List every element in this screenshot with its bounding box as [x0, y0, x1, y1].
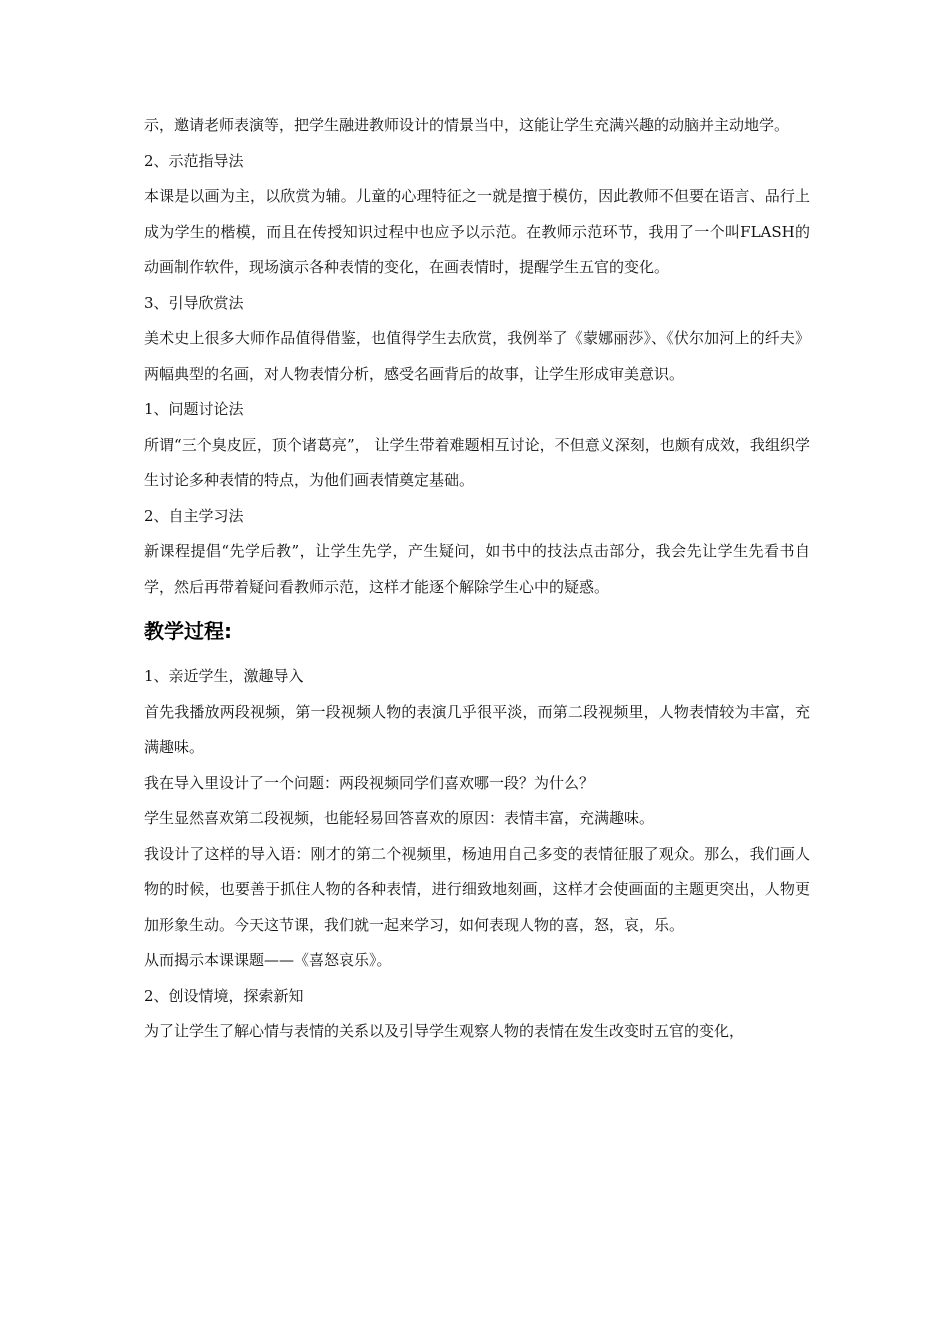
- paragraph-lesson-topic: 从而揭示本课课题——《喜怒哀乐》。: [144, 951, 392, 969]
- paragraph-explore-step: 为了让学生了解心情与表情的关系以及引导学生观察人物的表情在发生改变时五官的变化，: [144, 1022, 745, 1040]
- item-demonstration-method-title: 2、示范指导法: [144, 151, 244, 170]
- paragraph-intro-videos: 首先我播放两段视频，第一段视频人物的表演几乎很平淡，而第二段视频里，人物表情较为丰富，充满趣味。: [144, 702, 810, 756]
- paragraph-intro-speech: 我设计了这样的导入语：刚才的第二个视频里，杨迪用自己多变的表情征服了观众。那么，我们画人物的时候，也要善于抓住人物的各种表情，进行细致地刻画，这样才会使画面的主题更突出，人物更加形象生动。今天这节课，我们就一起来学习，如何表现人物的喜，怒，哀，乐。: [144, 844, 810, 934]
- paragraph-intro-question: 我在导入里设计了一个问题：两段视频同学们喜欢哪一段？为什么？: [144, 773, 595, 792]
- item-discussion-method-title: 1、问题讨论法: [144, 400, 244, 418]
- item-appreciation-method-title: 3、引导欣赏法: [144, 293, 244, 312]
- item-intro-step-title: 1、亲近学生，激趣导入: [144, 667, 304, 685]
- item-explore-step-title: 2、创设情境，探索新知: [144, 986, 304, 1005]
- paragraph-appreciation-method: 美术史上很多大师作品值得借鉴，也值得学生去欣赏，我例举了《蒙娜丽莎》、《伏尔加河上的纤夫》两幅典型的名画，对人物表情分析，感受名画背后的故事，让学生形成审美意识。: [144, 329, 810, 383]
- item-self-study-method-title: 2、自主学习法: [144, 506, 244, 525]
- paragraph-discussion-method: 所谓“三个臭皮匠，顶个诸葛亮”， 让学生带着难题相互讨论，不但意义深刻，也颇有成效，我组织学生讨论多种表情的特点，为他们画表情奠定基础。: [144, 435, 810, 489]
- paragraph-demonstration-method: 本课是以画为主，以欣赏为辅。儿童的心理特征之一就是擅于模仿，因此教师不但要在语言、品行上成为学生的楷模，而且在传授知识过程中也应予以示范。在教师示范环节，我用了一个叫FLASH的动画制作软件，现场演示各种表情的变化，在画表情时，提醒学生五官的变化。: [144, 187, 810, 276]
- heading-teaching-process: 教学过程:: [144, 619, 232, 643]
- document-body: [144, 108, 810, 1050]
- paragraph-self-study-method: 新课程提倡“先学后教”，让学生先学，产生疑问，如书中的技法点击部分，我会先让学生先看书自学，然后再带着疑问看教师示范，这样才能逐个解除学生心中的疑惑。: [144, 542, 810, 596]
- paragraph-intro-continued: 示，邀请老师表演等，把学生融进教师设计的情景当中，这能让学生充满兴趣的动脑并主动地学。: [144, 116, 790, 134]
- paragraph-intro-answer: 学生显然喜欢第二段视频，也能轻易回答喜欢的原因：表情丰富，充满趣味。: [144, 809, 655, 827]
